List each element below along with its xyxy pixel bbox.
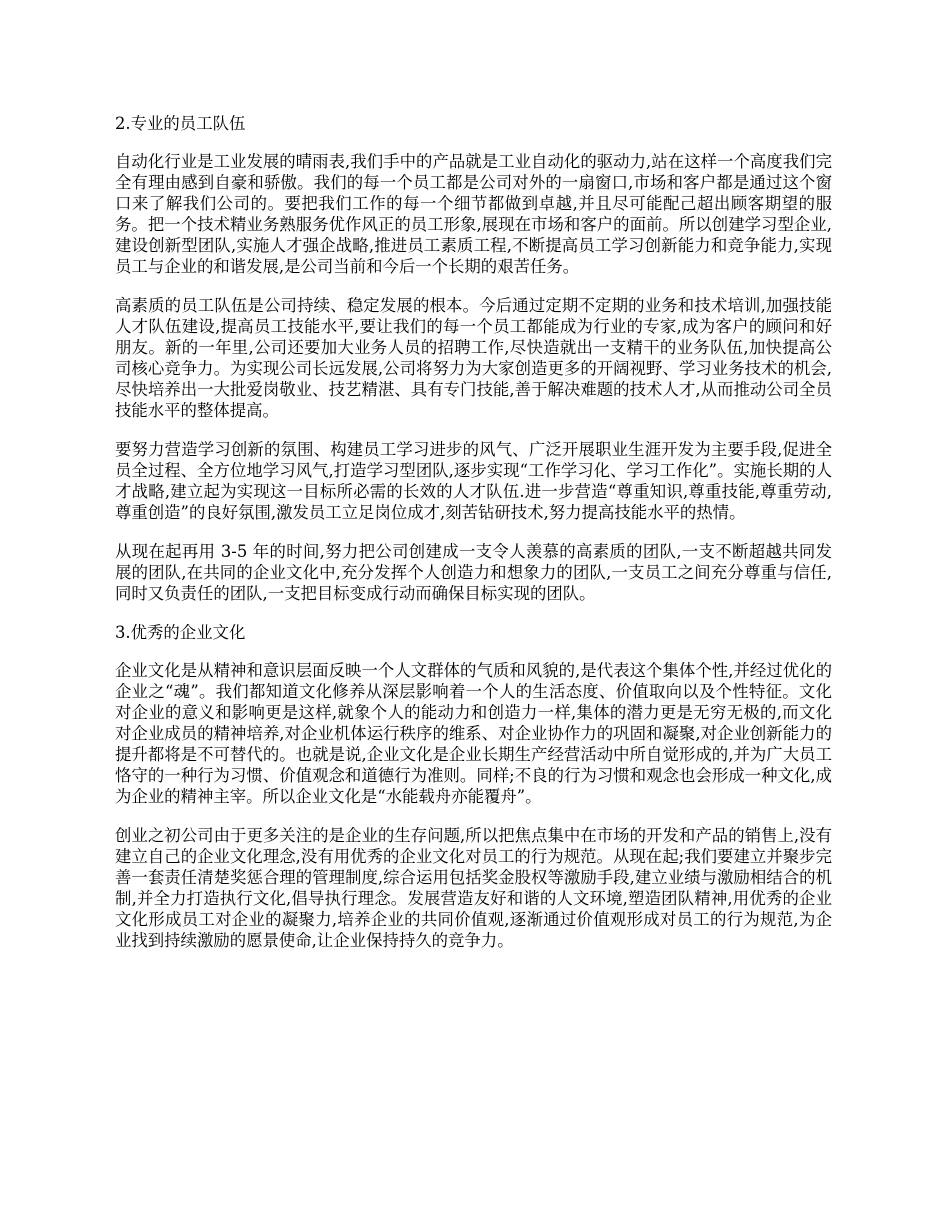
paragraph-learning-atmosphere: 要努力营造学习创新的氛围、构建员工学习进步的风气、广泛开展职业生涯开发为主要手段,促进全员全过程、全方位地学习风气,打造学习型团队,逐步实现“工作学习化、学习工作化”。实施长期的人才战略,建立起为实现这一目标所必需的长效的人才队伍.进一步营造“尊重知识,尊重技能,尊重劳动,尊重创造”的良好氛围,激发员工立足岗位成才,刻苦钻研技术,努力提高技能水平的热情。 [115,440,832,522]
paragraph-corporate-culture: 企业文化是从精神和意识层面反映一个人文群体的气质和风貌的,是代表这个集体个性,并经过优化的企业之“魂”。我们都知道文化修养从深层影响着一个人的生活态度、价值取向以及个性特征。文化对企业的意义和影响更是这样,就象个人的能动力和创造力一样,集体的潜力更是无穷无极的,而文化对企业成员的精神培养,对企业机体运行秩序的维系、对企业协作力的巩固和凝聚,对企业创新能力的提升都将是不可替代的。也就是说,企业文化是企业长期生产经营活动中所自觉形成的,并为广大员工恪守的一种行为习惯、价值观念和道德行为准则。同样;不良的行为习惯和观念也会形成一种文化,成为企业的精神主宰。所以企业文化是“水能载舟亦能覆舟”。 [115,661,832,806]
paragraph-high-quality-staff: 高素质的员工队伍是公司持续、稳定发展的根本。今后通过定期不定期的业务和技术培训,加强技能人才队伍建设,提高员工技能水平,要让我们的每一个员工都能成为行业的专家,成为客户的顾问和好朋友。新的一年里,公司还要加大业务人员的招聘工作,尽快造就出一支精干的业务队伍,加快提高公司核心竞争力。为实现公司长远发展,公司将努力为大家创造更多的开阔视野、学习业务技术的机会,尽快培养出一大批爱岗敬业、技艺精湛、具有专门技能,善于解决难题的技术人才,从而推动公司全员技能水平的整体提高。 [115,296,832,420]
section-heading-staff: 2.专业的员工队伍 [115,114,246,133]
section-heading-culture: 3.优秀的企业文化 [115,623,246,642]
paragraph-team-goal: 从现在起再用 3-5 年的时间,努力把公司创建成一支令人羡慕的高素质的团队,一支不断超越共同发展的团队,在共同的企业文化中,充分发挥个人创造力和想象力的团队,一支员工之间充分尊重与信任,同时又负责任的团队,一支把目标变成行动而确保目标实现的团队。 [115,542,832,603]
paragraph-automation-industry: 自动化行业是工业发展的晴雨表,我们手中的产品就是工业自动化的驱动力,站在这样一个高度我们完全有理由感到自豪和骄傲。我们的每一个员工都是公司对外的一扇窗口,市场和客户都是通过这个窗口来了解我们公司的。要把我们工作的每一个细节都做到卓越,并且尽可能配己超出顾客期望的服务。把一个技术精业务熟服务优作风正的员工形象,展现在市场和客户的面前。所以创建学习型企业,建设创新型团队,实施人才强企战略,推进员工素质工程,不断提高员工学习创新能力和竞争能力,实现员工与企业的和谐发展,是公司当前和今后一个长期的艰苦任务。 [115,152,832,276]
paragraph-startup-culture: 创业之初公司由于更多关注的是企业的生存问题,所以把焦点集中在市场的开发和产品的销售上,没有建立自己的企业文化理念,没有用优秀的企业文化对员工的行为规范。从现在起;我们要建立并聚步完善一套责任清楚奖惩合理的管理制度,综合运用包括奖金股权等激励手段,建立业绩与激励相结合的机制,并全力打造执行文化,倡导执行理念。发展营造友好和谐的人文环境,塑造团队精神,用优秀的企业文化形成员工对企业的凝聚力,培养企业的共同价值观,逐渐通过价值观形成对员工的行为规范,为企业找到持续激励的愿景使命,让企业保持持久的竞争力。 [115,826,832,950]
